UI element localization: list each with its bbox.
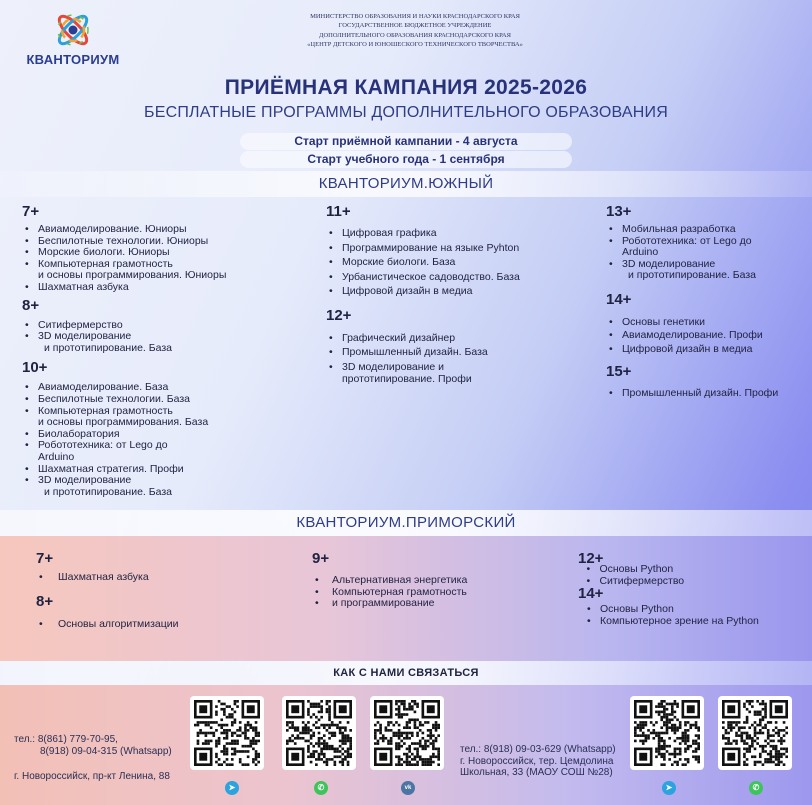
program-item: • Морские биологи. База — [326, 255, 576, 270]
qr-code[interactable] — [282, 696, 356, 770]
age-group-label: 11+ — [326, 203, 351, 220]
program-item: • Компьютерная грамотность и основы программирования. База — [22, 406, 292, 429]
program-list — [606, 224, 806, 282]
program-list — [22, 224, 292, 294]
campaign-start-badge: Старт приёмной кампании - 4 августа — [240, 133, 572, 150]
program-item: • Урбанистическое садоводство. База — [326, 270, 576, 285]
program-item: • Промышленный дизайн. База — [326, 346, 576, 359]
program-item: • Шахматная стратегия. Профи — [22, 464, 292, 476]
age-group-label: 13+ — [606, 203, 632, 220]
ministry-header — [230, 12, 600, 49]
program-item: • Программирование на языке Pyhton — [326, 241, 576, 256]
program-item: • Авиамоделирование. Профи — [606, 329, 806, 343]
phone-text: 8(918) 09-04-315 (Whatsapp) — [40, 745, 172, 757]
program-list — [584, 604, 808, 627]
yuzhny-column-2 — [326, 203, 576, 386]
program-item: • Цифровая графика — [326, 226, 576, 241]
program-item: • 3D моделирование и прототипирование. База — [22, 331, 292, 354]
primorsky-column-1 — [36, 550, 276, 630]
qr-code[interactable] — [718, 696, 792, 770]
qr-code[interactable] — [370, 696, 444, 770]
program-item: • Биолаборатория — [22, 429, 292, 441]
primorsky-column-3 — [578, 550, 808, 627]
program-item: • Промышленный дизайн. Профи — [606, 388, 806, 400]
address-text: г. Новороссийск, пр-кт Ленина, 88 — [14, 771, 170, 782]
program-item: • Беспилотные технологии. База — [22, 394, 292, 406]
program-item: • Робототехника: от Lego до Arduino — [22, 440, 292, 463]
program-list — [22, 320, 292, 355]
program-item: • Основы Python — [583, 564, 684, 576]
program-list — [606, 388, 806, 400]
age-group-label: 14+ — [578, 585, 604, 603]
yuzhny-column-3 — [606, 203, 806, 400]
program-item: • Авиамоделирование. Юниоры — [22, 224, 292, 236]
age-group-label: 12+ — [326, 306, 352, 324]
address-text: Школьная, 33 (МАОУ СОШ №28) — [460, 767, 613, 778]
phone-text: тел.: 8(918) 09-03-629 (Whatsapp) — [460, 744, 616, 755]
program-item: • Основы Python — [584, 604, 808, 616]
program-item: • Альтернативная энергетика — [312, 575, 552, 587]
program-item: • Цифровой дизайн в медиа — [326, 284, 576, 299]
program-item: • Цифровой дизайн в медиа — [606, 343, 806, 357]
logo-emblem-icon — [51, 8, 95, 52]
qr-code[interactable] — [190, 696, 264, 770]
program-item: • Компьютерное зрение на Python — [584, 616, 808, 628]
age-group-label: 14+ — [606, 290, 632, 308]
program-item: • Компьютерная грамотность — [312, 587, 552, 599]
program-list — [36, 572, 276, 584]
page-title: ПРИЁМНАЯ КАМПАНИЯ 2025-2026 — [224, 76, 588, 99]
program-item: • и программирование — [312, 598, 552, 610]
program-list — [326, 226, 576, 299]
program-item: • Шахматная азбука — [36, 572, 276, 584]
program-item: • Основы генетики — [606, 316, 806, 330]
program-item: • Компьютерная грамотность и основы программирования. Юниоры — [22, 259, 292, 282]
age-group-label: 12+ — [578, 550, 604, 567]
section-title-yuzhny: КВАНТОРИУМ.ЮЖНЫЙ — [0, 171, 812, 197]
section-title-primorsky: КВАНТОРИУМ.ПРИМОРСКИЙ — [0, 510, 812, 536]
program-list — [606, 316, 806, 357]
contacts-title: КАК С НАМИ СВЯЗАТЬСЯ — [0, 661, 812, 685]
program-item: • Шахматная азбука — [22, 282, 292, 294]
program-item: • Авиамоделирование. База — [22, 382, 292, 394]
kvantorium-logo — [18, 8, 128, 68]
program-list — [312, 575, 552, 610]
program-item: • 3D моделирование и прототипирование. Профи — [326, 361, 576, 386]
program-item: • Ситифермерство — [583, 576, 684, 588]
age-group-label: 15+ — [606, 363, 632, 381]
vk-icon[interactable]: vk — [401, 781, 415, 795]
whatsapp-icon[interactable]: ✆ — [749, 781, 763, 795]
primorsky-contacts — [460, 744, 640, 779]
program-item: • Мобильная разработка — [606, 224, 806, 236]
program-item: • Графический дизайнер — [326, 332, 576, 345]
yuzhny-column-1 — [22, 203, 292, 498]
program-item: • 3D моделирование и прототипирование. База — [22, 475, 292, 498]
telegram-icon[interactable]: ➤ — [225, 781, 239, 795]
telegram-icon[interactable]: ➤ — [662, 781, 676, 795]
school-year-start-badge: Старт учебного года - 1 сентября — [240, 151, 572, 168]
age-group-label: 8+ — [36, 592, 54, 610]
program-item: • Робототехника: от Lego до Arduino — [606, 236, 806, 259]
program-list — [22, 382, 292, 498]
primorsky-column-2 — [312, 550, 552, 610]
address-text: г. Новороссийск, тер. Цемдолина — [460, 755, 614, 767]
yuzhny-contacts — [14, 734, 194, 783]
qr-code[interactable] — [630, 696, 704, 770]
program-list — [326, 332, 576, 386]
ministry-line: ГОСУДАРСТВЕННОЕ БЮДЖЕТНОЕ УЧРЕЖДЕНИЕ — [338, 22, 492, 30]
age-group-label: 8+ — [22, 296, 40, 314]
ministry-line: ДОПОЛНИТЕЛЬНОГО ОБРАЗОВАНИЯ КРАСНОДАРСКОГО КРАЯ — [319, 31, 511, 39]
age-group-label: 7+ — [36, 550, 54, 567]
program-item: • Беспилотные технологии. Юниоры — [22, 236, 292, 248]
logo-text: КВАНТОРИУМ — [26, 52, 120, 67]
program-list — [583, 564, 684, 587]
ministry-line: МИНИСТЕРСТВО ОБРАЗОВАНИЯ И НАУКИ КРАСНОДАРСКОГО КРАЯ — [310, 13, 520, 20]
age-group-label: 7+ — [22, 203, 40, 220]
ministry-line: «ЦЕНТР ДЕТСКОГО И ЮНОШЕСКОГО ТЕХНИЧЕСКОГО ТВОРЧЕСТВА» — [307, 40, 523, 48]
program-item: • Морские биологи. Юниоры — [22, 247, 292, 259]
page-subtitle: БЕСПЛАТНЫЕ ПРОГРАММЫ ДОПОЛНИТЕЛЬНОГО ОБРАЗОВАНИЯ — [144, 104, 668, 121]
program-list — [36, 619, 276, 631]
whatsapp-icon[interactable]: ✆ — [314, 781, 328, 795]
program-item: • Основы алгоритмизации — [36, 619, 276, 631]
age-group-label: 10+ — [22, 359, 48, 377]
program-item: • 3D моделирование и прототипирование. База — [606, 259, 806, 282]
phone-text: тел.: 8(861) 779-70-95, — [14, 734, 118, 745]
program-item: • Ситифермерство — [22, 320, 292, 332]
age-group-label: 9+ — [312, 550, 330, 567]
